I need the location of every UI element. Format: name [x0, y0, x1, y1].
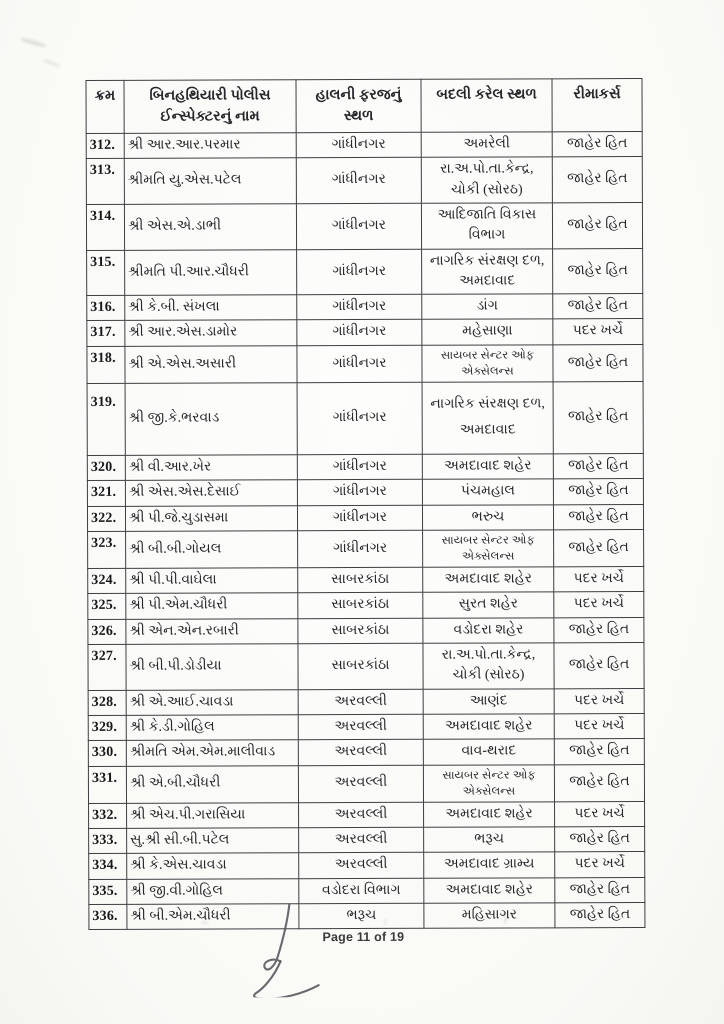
table-row — [89, 801, 645, 828]
inspector-name-cell: શ્રી પી.પી.વાઘેલા — [126, 568, 298, 594]
transfer-place-cell: સુરત શહેર — [423, 592, 554, 618]
serial-cell: 336. — [89, 904, 127, 929]
current-place-cell: ગાંધીનગર — [296, 158, 421, 204]
serial-cell: 329. — [88, 715, 126, 740]
remarks-cell: જાહેર હિત — [553, 504, 643, 530]
inspector-name-cell: શ્રીમતિ પી.આર.ચૌધરી — [125, 249, 297, 295]
inspector-name-cell: શ્રી બી.બી.ગોયલ — [126, 531, 298, 569]
inspector-name-cell: શ્રી કે.એસ.ચાવડા — [127, 853, 299, 879]
inspector-name-cell: શ્રી એસ.એસ.દેસાઈ — [125, 480, 297, 506]
table-row — [87, 479, 643, 506]
serial-cell: 335. — [89, 879, 127, 904]
table-row — [87, 248, 643, 296]
transfer-place-cell: ભરૂચ — [424, 827, 555, 853]
col-header-current-place: હાલની ફરજનું સ્થળ — [296, 79, 421, 132]
serial-cell: 332. — [89, 803, 127, 828]
inspector-name-cell: શ્રી એ.આઈ.ચાવડા — [126, 689, 298, 715]
current-place-cell: ગાંધીનગર — [297, 505, 422, 531]
current-place-cell: ગાંધીનગર — [297, 480, 422, 506]
table-row — [89, 852, 645, 879]
serial-cell: 334. — [89, 854, 127, 879]
inspector-name-cell: શ્રી વી.આર.ખેર — [125, 455, 297, 481]
table-row — [87, 344, 643, 383]
transfer-place-cell: મહેસાણા — [422, 319, 553, 345]
table-row — [89, 827, 645, 854]
col-header-remarks: રીમાકર્સ — [552, 79, 642, 132]
table-row — [88, 713, 644, 740]
inspector-name-cell: શ્રી પી.એમ.ચૌધરી — [126, 593, 298, 619]
serial-cell: 327. — [88, 644, 126, 690]
current-place-cell: અરવલ્લી — [298, 714, 423, 740]
serial-cell: 317. — [87, 321, 125, 346]
transfer-place-cell: ડાંગ — [422, 294, 553, 320]
remarks-cell: પદર ખર્ચે — [554, 592, 644, 618]
table-body — [86, 132, 645, 930]
current-place-cell: ગાંધીનગર — [297, 345, 422, 383]
current-place-cell: સાબરકાંઠા — [298, 593, 423, 619]
remarks-cell: જાહેર હિત — [554, 764, 644, 802]
inspector-name-cell: શ્રી એસ.એ.ડાભી — [124, 204, 296, 250]
remarks-cell: જાહેર હિત — [555, 877, 645, 903]
transfer-place-cell: રા.અ.પો.તા.કેન્દ્ર, ચોકી (સોરઠ) — [423, 643, 554, 689]
serial-cell: 319. — [87, 383, 125, 455]
inspector-name-cell: શ્રી આર.આર.પરમાર — [124, 133, 296, 159]
transfer-place-cell: મહિસાગર — [424, 903, 555, 929]
table-row — [88, 592, 644, 619]
serial-cell: 321. — [87, 481, 125, 506]
table-row — [86, 132, 642, 159]
serial-cell: 318. — [87, 346, 125, 383]
transfer-place-cell: ભરુચ — [422, 505, 553, 531]
current-place-cell: વડોદરા વિભાગ — [299, 878, 424, 904]
page-number-label: Page 11 of 19 — [322, 929, 405, 945]
current-place-cell: ભરૂચ — [299, 903, 424, 929]
remarks-cell: જાહેર હિત — [553, 344, 643, 382]
remarks-cell: જાહેર હિત — [554, 643, 644, 689]
remarks-cell: પદર ખર્ચે — [553, 319, 643, 345]
inspector-name-cell: શ્રી બી.પી.ડોડીયા — [126, 644, 298, 690]
serial-cell: 333. — [89, 828, 127, 853]
table-row — [88, 688, 644, 715]
remarks-cell: જાહેર હિત — [554, 617, 644, 643]
current-place-cell: અરવલ્લી — [298, 765, 423, 803]
current-place-cell: અરવલ્લી — [299, 802, 424, 828]
current-place-cell: અરવલ્લી — [298, 689, 423, 715]
remarks-cell: પદર ખર્ચે — [554, 713, 644, 739]
transfer-place-cell: નાગરિક સંરક્ષણ દળ, અમદાવાદ — [422, 248, 553, 294]
transfer-place-cell: સાયબર સેન્ટર ઓફ એક્સેલન્સ — [423, 530, 554, 568]
transfer-place-cell: નાગરિક સંરક્ષણ દળ, અમદાવાદ — [422, 382, 553, 455]
table-row — [89, 877, 645, 904]
inspector-name-cell: શ્રી કે.ડી.ગોહિલ — [126, 715, 298, 741]
serial-cell: 326. — [88, 619, 126, 644]
serial-cell: 325. — [88, 594, 126, 619]
table-row — [87, 504, 643, 531]
remarks-cell: પદર ખર્ચે — [554, 688, 644, 714]
inspector-name-cell: શ્રી એ.એસ.અસારી — [125, 345, 297, 383]
inspector-name-cell: શ્રી એ.બી.ચૌધરી — [126, 765, 298, 803]
current-place-cell: અરવલ્લી — [298, 740, 423, 766]
serial-cell: 312. — [86, 133, 124, 158]
transfer-place-cell: રા.અ.પો.તા.કેન્દ્ર, ચોકી (સોરઠ) — [421, 157, 552, 203]
inspector-name-cell: શ્રી બી.એમ.ચૌધરી — [127, 904, 299, 930]
table-row — [87, 381, 643, 455]
transfer-place-cell: વાવ-થરાદ — [423, 739, 554, 765]
serial-cell: 315. — [87, 250, 125, 296]
current-place-cell: અરવલ્લી — [299, 827, 424, 853]
serial-cell: 331. — [88, 766, 126, 803]
transfer-place-cell: અમદાવાદ શહેર — [423, 567, 554, 593]
current-place-cell: ગાંધીનગર — [297, 249, 422, 295]
transfer-place-cell: અમદાવાદ શહેર — [422, 454, 553, 480]
current-place-cell: ગાંધીનગર — [297, 382, 422, 455]
remarks-cell: પદર ખર્ચે — [555, 852, 645, 878]
current-place-cell: સાબરકાંઠા — [298, 643, 423, 689]
table-row — [87, 454, 643, 481]
serial-cell: 323. — [88, 531, 126, 568]
remarks-cell: જાહેર હિત — [552, 132, 642, 158]
table-row — [86, 202, 642, 250]
inspector-name-cell: સુ.શ્રી સી.બી.પટેલ — [127, 828, 299, 854]
transfer-place-cell: અમરેલી — [421, 132, 552, 158]
transfer-place-cell: સાયબર સેન્ટર ઓફ એક્સેલન્સ — [422, 345, 553, 383]
table-row — [88, 617, 644, 644]
handwritten-signature — [247, 901, 323, 997]
current-place-cell: ગાંધીનગર — [297, 454, 422, 480]
serial-cell: 316. — [87, 295, 125, 320]
remarks-cell: જાહેર હિત — [553, 454, 643, 480]
current-place-cell: ગાંધીનગર — [297, 320, 422, 346]
current-place-cell: સાબરકાંઠા — [298, 567, 423, 593]
transfer-place-cell: અમદાવાદ ગ્રામ્ય — [424, 852, 555, 878]
table-row — [88, 529, 644, 568]
remarks-cell: જાહેર હિત — [555, 827, 645, 853]
transfer-place-cell: આદિજાતિ વિકાસ વિભાગ — [421, 203, 552, 249]
inspector-name-cell: શ્રી આર.એસ.ડામોર — [125, 320, 297, 346]
serial-cell: 330. — [88, 741, 126, 766]
inspector-name-cell: શ્રી જી.કે.ભરવાડ — [125, 383, 297, 456]
table-row — [88, 643, 644, 691]
current-place-cell: ગાંધીનગર — [297, 294, 422, 320]
inspector-name-cell: શ્રી કે.બી. સંખલા — [125, 295, 297, 321]
serial-cell: 322. — [87, 506, 125, 531]
remarks-cell: જાહેર હિત — [555, 902, 645, 928]
serial-cell: 314. — [86, 204, 124, 250]
transfer-place-cell: અમદાવાદ શહેર — [423, 714, 554, 740]
current-place-cell: ગાંધીનગર — [298, 530, 423, 568]
serial-cell: 328. — [88, 690, 126, 715]
transfer-place-cell: પંચમહાલ — [422, 479, 553, 505]
transfer-table — [85, 78, 645, 930]
table-row — [88, 764, 644, 803]
transfer-place-cell: અમદાવાદ શહેર — [424, 877, 555, 903]
table-row — [89, 902, 645, 929]
remarks-cell: જાહેર હિત — [553, 381, 643, 454]
transfer-place-cell: વડોદરા શહેર — [423, 618, 554, 644]
remarks-cell: જાહેર હિત — [552, 202, 642, 248]
serial-cell: 313. — [86, 159, 124, 205]
table-row — [87, 294, 643, 321]
transfer-place-cell: સાયબર સેન્ટર ઓફ એક્સેલન્સ — [423, 764, 554, 802]
table-row — [88, 739, 644, 766]
table-row — [88, 567, 644, 594]
transfer-place-cell: અમદાવાદ શહેર — [424, 802, 555, 828]
serial-cell: 324. — [88, 568, 126, 593]
inspector-name-cell: શ્રી જી.વી.ગોહિલ — [127, 878, 299, 904]
inspector-name-cell: શ્રીમતિ યુ.એસ.પટેલ — [124, 158, 296, 204]
table-row — [86, 157, 642, 205]
remarks-cell: પદર ખર્ચે — [555, 801, 645, 827]
inspector-name-cell: શ્રીમતિ એમ.એમ.માલીવાડ — [126, 740, 298, 766]
remarks-cell: પદર ખર્ચે — [554, 567, 644, 593]
current-place-cell: ગાંધીનગર — [296, 203, 421, 249]
scan-smudge — [20, 37, 46, 49]
serial-cell: 320. — [87, 455, 125, 480]
col-header-serial: ક્રમ — [86, 80, 124, 133]
remarks-cell: જાહેર હિત — [553, 479, 643, 505]
remarks-cell: જાહેર હિત — [552, 157, 642, 203]
inspector-name-cell: શ્રી એન.એન.રબારી — [126, 618, 298, 644]
remarks-cell: જાહેર હિત — [553, 248, 643, 294]
remarks-cell: જાહેર હિત — [554, 529, 644, 567]
table-row — [87, 319, 643, 346]
inspector-name-cell: શ્રી પી.જે.ચુડાસમા — [125, 505, 297, 531]
current-place-cell: ગાંધીનગર — [296, 132, 421, 158]
inspector-name-cell: શ્રી એચ.પી.ગરાસિયા — [127, 802, 299, 828]
scan-smudge — [42, 58, 60, 68]
transfer-place-cell: આણંદ — [423, 688, 554, 714]
col-header-transfer-place: બદલી કરેલ સ્થળ — [421, 79, 552, 132]
remarks-cell: જાહેર હિત — [554, 739, 644, 765]
col-header-inspector-name: બિનહથિયારી પોલીસ ઈન્સ્પેક્ટરનું નામ — [124, 80, 296, 134]
remarks-cell: જાહેર હિત — [553, 294, 643, 320]
table-header — [86, 79, 642, 134]
current-place-cell: અરવલ્લી — [299, 853, 424, 879]
current-place-cell: સાબરકાંઠા — [298, 618, 423, 644]
